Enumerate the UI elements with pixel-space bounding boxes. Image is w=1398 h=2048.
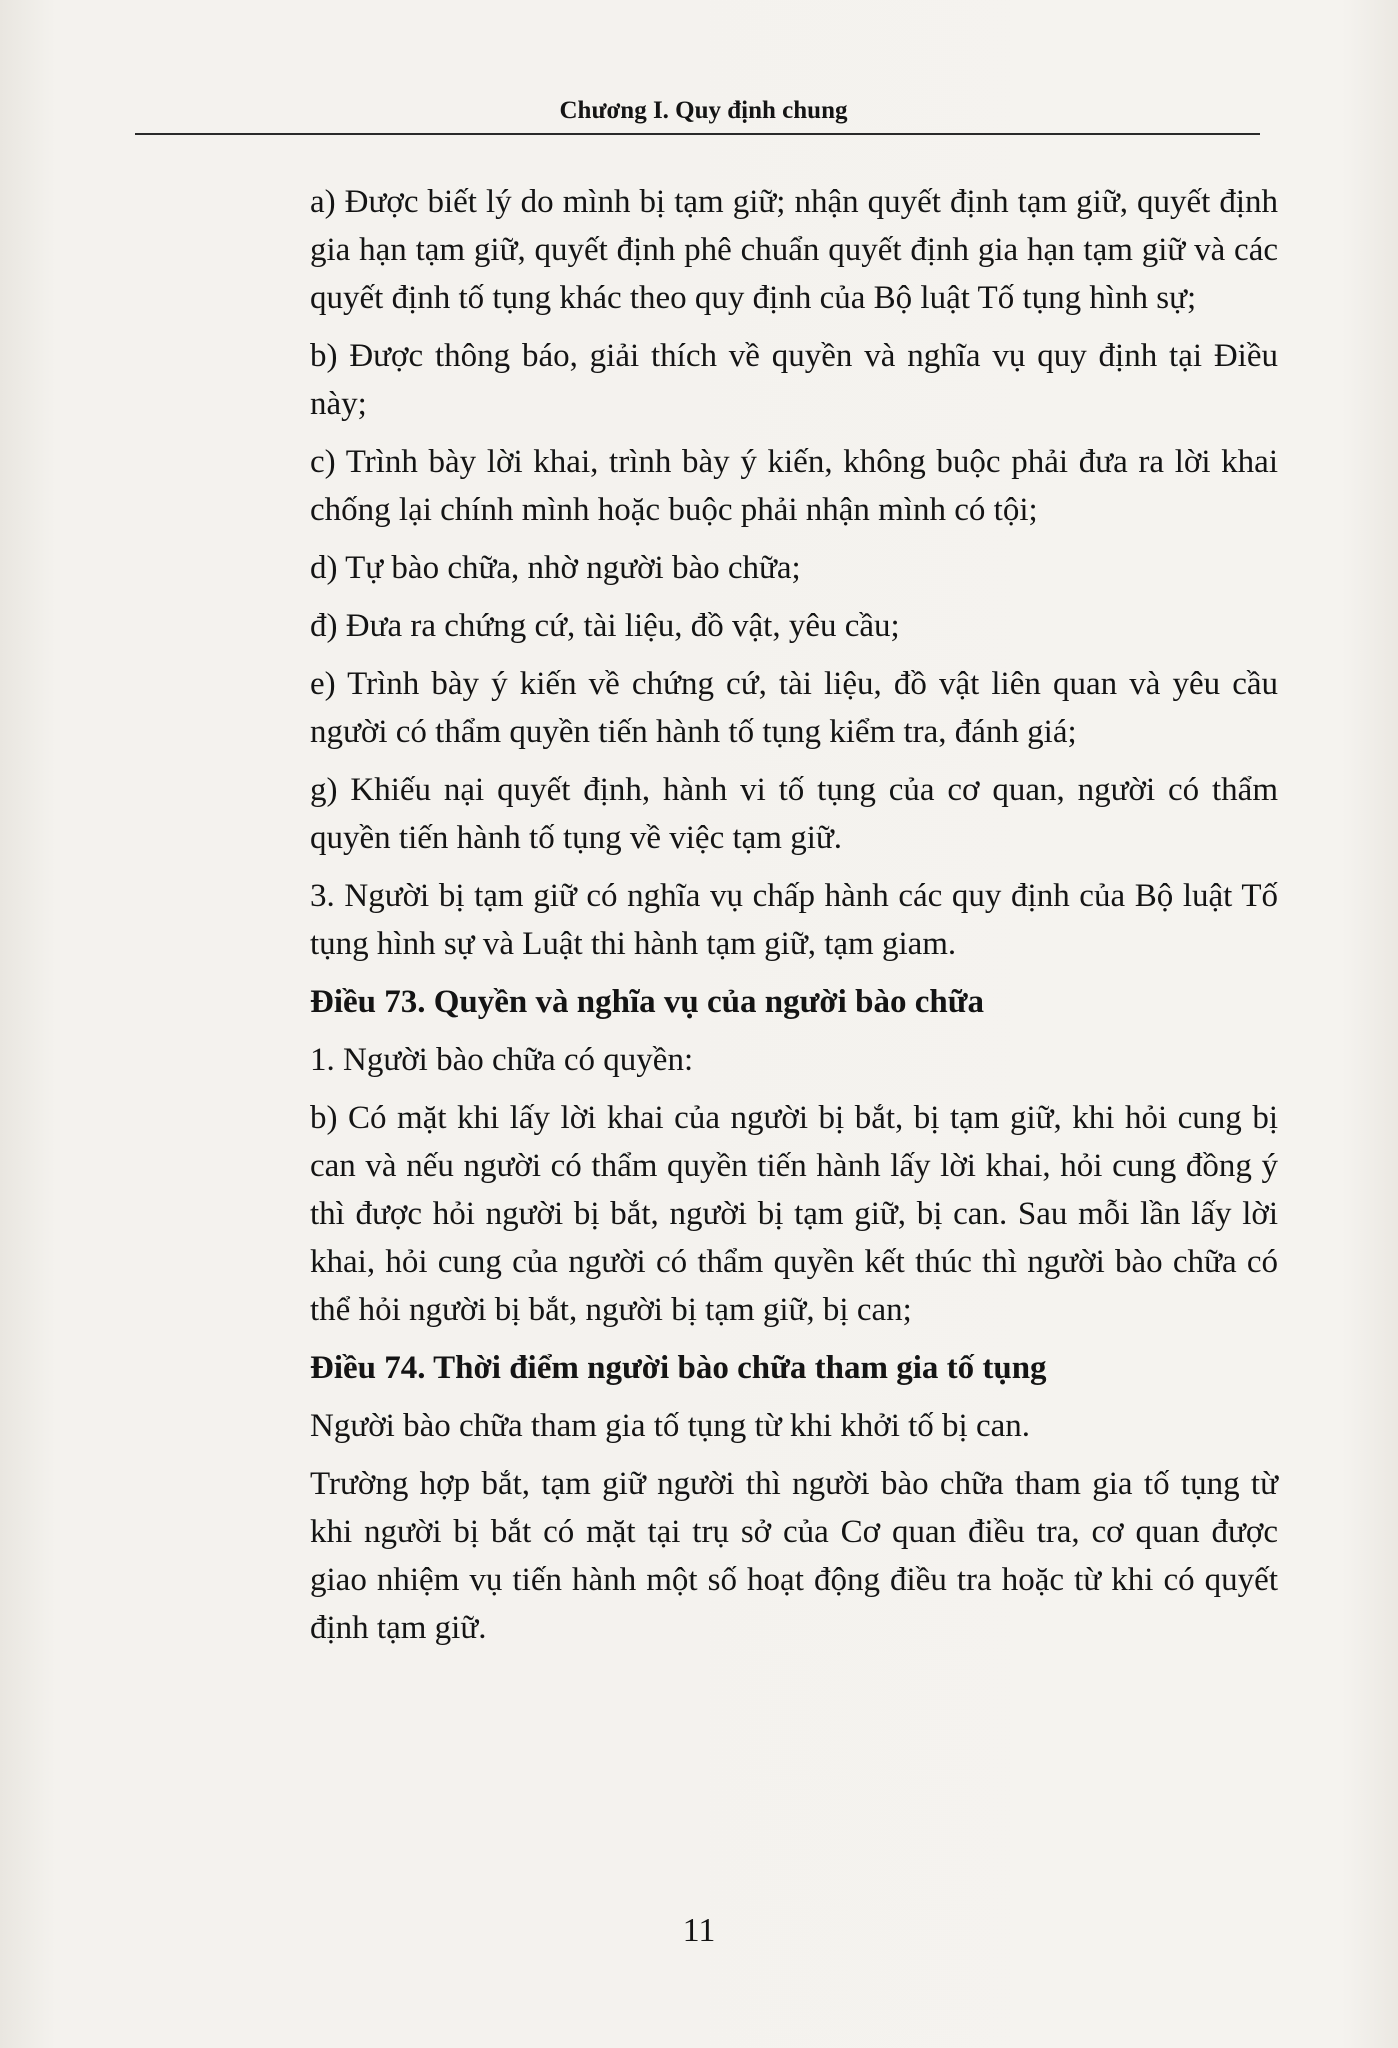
article-73-section-1: 1. Người bào chữa có quyền: (310, 1042, 694, 1078)
clause-b: b) Được thông báo, giải thích về quyền và nghĩa vụ quy định tại Điều này; (310, 338, 1278, 422)
chapter-title: Chương I. Quy định chung (559, 97, 848, 124)
clause-c: c) Trình bày lời khai, trình bày ý kiến, không buộc phải đưa ra lời khai chống lại chính mình hoặc buộc phải nhận mình có tội; (310, 444, 1278, 528)
section-3: 3. Người bị tạm giữ có nghĩa vụ chấp hành các quy định của Bộ luật Tố tụng hình sự và Luật thi hành tạm giữ, tạm giam. (310, 878, 1278, 962)
article-74-heading: Điều 74. Thời điểm người bào chữa tham gia tố tụng (310, 1350, 1047, 1386)
running-header (135, 96, 1260, 136)
clause-a: a) Được biết lý do mình bị tạm giữ; nhận quyết định tạm giữ, quyết định gia hạn tạm giữ, quyết định phê chuẩn quyết định gia hạn tạm giữ và các quyết định tố tụng khác theo quy định của Bộ luật Tố tụng hình sự; (310, 184, 1278, 316)
article-74-para-1: Người bào chữa tham gia tố tụng từ khi khởi tố bị can. (310, 1408, 1031, 1444)
body-text (310, 178, 1278, 1652)
article-73-heading: Điều 73. Quyền và nghĩa vụ của người bào chữa (310, 984, 985, 1020)
page-number: 11 (682, 1912, 716, 1949)
clause-dd: đ) Đưa ra chứng cứ, tài liệu, đồ vật, yêu cầu; (310, 608, 900, 644)
article-73-clause-b: b) Có mặt khi lấy lời khai của người bị bắt, bị tạm giữ, khi hỏi cung bị can và nếu người có thẩm quyền tiến hành lấy lời khai, hỏi cung đồng ý thì được hỏi người bị bắt, người bị tạm giữ, bị can. Sau mỗi lần lấy lời khai, hỏi cung của người có thẩm quyền kết thúc thì người bào chữa có thể hỏi người bị bắt, người bị tạm giữ, bị can; (310, 1100, 1278, 1328)
clause-e: e) Trình bày ý kiến về chứng cứ, tài liệu, đồ vật liên quan và yêu cầu người có thẩm quyền tiến hành tố tụng kiểm tra, đánh giá; (310, 666, 1278, 750)
article-74-para-2: Trường hợp bắt, tạm giữ người thì người bào chữa tham gia tố tụng từ khi người bị bắt có mặt tại trụ sở của Cơ quan điều tra, cơ quan được giao nhiệm vụ tiến hành một số hoạt động điều tra hoặc từ khi có quyết định tạm giữ. (310, 1466, 1278, 1646)
clause-g: g) Khiếu nại quyết định, hành vi tố tụng của cơ quan, người có thẩm quyền tiến hành tố tụng về việc tạm giữ. (310, 772, 1278, 856)
clause-d: d) Tự bào chữa, nhờ người bào chữa; (310, 550, 801, 586)
header-rule (135, 133, 1260, 135)
